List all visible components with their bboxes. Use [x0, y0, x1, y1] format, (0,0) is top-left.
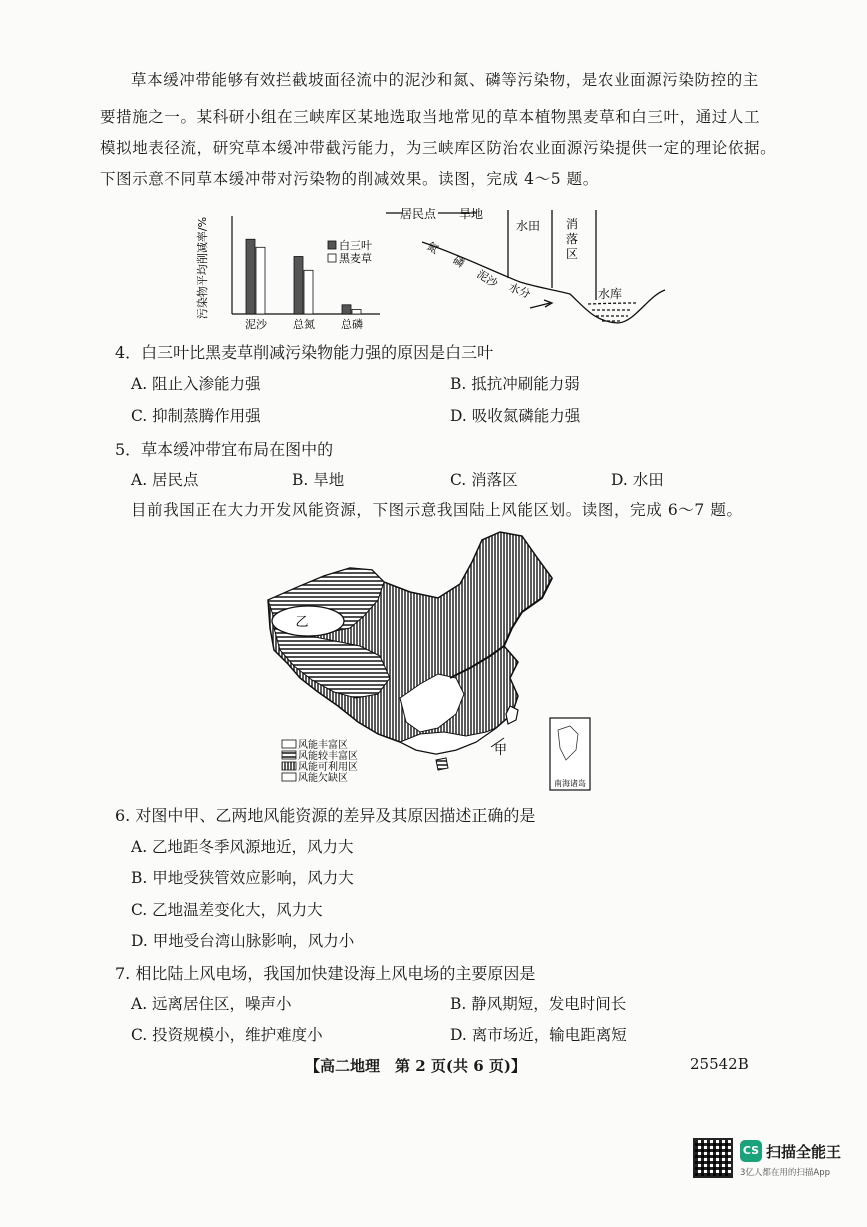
q7-stem: 7. 相比陆上风电场，我国加快建设海上风电场的主要原因是: [115, 964, 536, 983]
reservoir-water-hatch: [592, 310, 632, 321]
label-residential: 居民点: [400, 207, 437, 221]
watermark-slogan: 3亿人都在用的扫描App: [740, 1168, 831, 1178]
q7-option-b[interactable]: B. 静风期短，发电时间长: [450, 995, 627, 1013]
legend-swatch-poor: [282, 773, 296, 781]
legend-label-ryegrass: 黑麦草: [339, 252, 372, 265]
pollutant-reduction-chart: [190, 206, 390, 332]
chart-category-label-0: 泥沙: [245, 318, 267, 331]
q4-option-a[interactable]: A. 阻止入渗能力强: [131, 375, 261, 393]
bar-ryegrass-2: [352, 309, 361, 314]
q5-option-d[interactable]: D. 水田: [611, 471, 664, 489]
q7-option-c[interactable]: C. 投资规模小，维护难度小: [131, 1026, 323, 1044]
legend-label-poor: 风能欠缺区: [298, 773, 348, 784]
legend-label-rich: 风能丰富区: [298, 740, 348, 751]
intro-line-4: 下图示意不同草本缓冲带对污染物的削减效果。读图，完成 4～5 题。: [100, 170, 599, 188]
bar-white-clover-1: [294, 257, 303, 315]
camscanner-logo-icon: CS: [740, 1140, 762, 1162]
bar-ryegrass-0: [256, 247, 265, 314]
legend-label-white-clover: 白三叶: [339, 239, 372, 252]
bar-white-clover-2: [342, 305, 351, 314]
q7-option-d[interactable]: D. 离市场近，输电距离短: [450, 1026, 627, 1044]
q6-stem: 6. 对图中甲、乙两地风能资源的差异及其原因描述正确的是: [115, 806, 536, 825]
flow-labels: [424, 239, 532, 301]
paper-code: 25542B: [690, 1055, 749, 1073]
intro-line-1: 草本缓冲带能够有效拦截坡面径流中的泥沙和氮、磷等污染物，是农业面源污染防控的主: [131, 71, 759, 89]
flow-label-sediment: 泥沙: [474, 267, 500, 291]
legend-swatch-fairly-rich: [282, 751, 296, 759]
map-inset-label: 南海诸岛: [554, 779, 586, 788]
q6-option-a[interactable]: A. 乙地距冬季风源地近，风力大: [131, 838, 354, 856]
map-legend: [282, 738, 358, 784]
legend-swatch-rich: [282, 740, 296, 748]
label-drawdown-2: 落: [566, 232, 579, 246]
label-drawdown-3: 区: [566, 247, 579, 261]
q7-option-a[interactable]: A. 远离居住区，噪声小: [131, 995, 292, 1013]
page-footer-title: 【高二地理 第 2 页(共 6 页)】: [305, 1057, 526, 1075]
flow-label-nitrogen: 氮: [424, 239, 441, 257]
flow-label-phosphorus: 磷: [450, 253, 467, 271]
q4-option-c[interactable]: C. 抑制蒸腾作用强: [131, 407, 261, 425]
q6-option-b[interactable]: B. 甲地受狭管效应影响，风力大: [131, 869, 354, 887]
q5-stem: 5．草本缓冲带宜布局在图中的: [115, 440, 334, 459]
watermark-brand: 扫描全能王: [766, 1143, 842, 1161]
q5-option-c[interactable]: C. 消落区: [450, 471, 518, 489]
flow-label-water: 水分: [506, 280, 533, 302]
map-hainan: [436, 758, 448, 770]
legend-swatch-white-clover: [328, 241, 336, 249]
q6-option-d[interactable]: D. 甲地受台湾山脉影响，风力小: [131, 932, 355, 950]
buffer-strip-diagram: [380, 200, 670, 330]
intro2: 目前我国正在大力开发风能资源，下图示意我国陆上风能区划。读图，完成 6～7 题。: [131, 501, 743, 519]
label-drawdown-1: 消: [566, 217, 579, 231]
qr-code-icon: [693, 1138, 733, 1178]
label-dryland: 旱地: [459, 207, 484, 221]
q6-option-c[interactable]: C. 乙地温差变化大，风力大: [131, 901, 323, 919]
legend-label-fairly-rich: 风能较丰富区: [298, 751, 358, 762]
map-inset: [550, 718, 590, 790]
legend-label-usable: 风能可利用区: [298, 762, 358, 773]
legend-swatch-ryegrass: [328, 254, 336, 262]
q5-option-a[interactable]: A. 居民点: [131, 471, 199, 489]
label-paddy: 水田: [516, 219, 541, 233]
intro-line-3: 模拟地表径流，研究草本缓冲带截污能力，为三峡库区防治农业面源污染提供一定的理论依据。: [100, 139, 777, 157]
reservoir-water-line: [588, 303, 636, 304]
intro-line-2: 要措施之一。某科研小组在三峡库区某地选取当地常见的草本植物黑麦草和白三叶，通过人工: [100, 108, 761, 126]
map-label-jia: 甲: [494, 743, 508, 758]
bar-white-clover-0: [246, 239, 255, 314]
chart-category-label-1: 总氮: [293, 318, 315, 331]
legend-swatch-usable: [282, 762, 296, 770]
label-reservoir: 水库: [598, 287, 623, 301]
chart-legend: [328, 238, 372, 265]
q4-option-d[interactable]: D. 吸收氮磷能力强: [450, 407, 581, 425]
chart-category-label-2: 总磷: [341, 318, 363, 331]
map-label-yi: 乙: [295, 615, 309, 630]
q4-option-b[interactable]: B. 抵抗冲刷能力弱: [450, 375, 580, 393]
q5-option-b[interactable]: B. 旱地: [292, 471, 345, 489]
chart-y-axis-label: 污染物平均削减率/%: [196, 216, 209, 320]
q4-stem: 4．白三叶比黑麦草削减污染物能力强的原因是白三叶: [115, 343, 494, 362]
china-wind-map: [260, 528, 586, 798]
bar-ryegrass-1: [304, 270, 313, 314]
